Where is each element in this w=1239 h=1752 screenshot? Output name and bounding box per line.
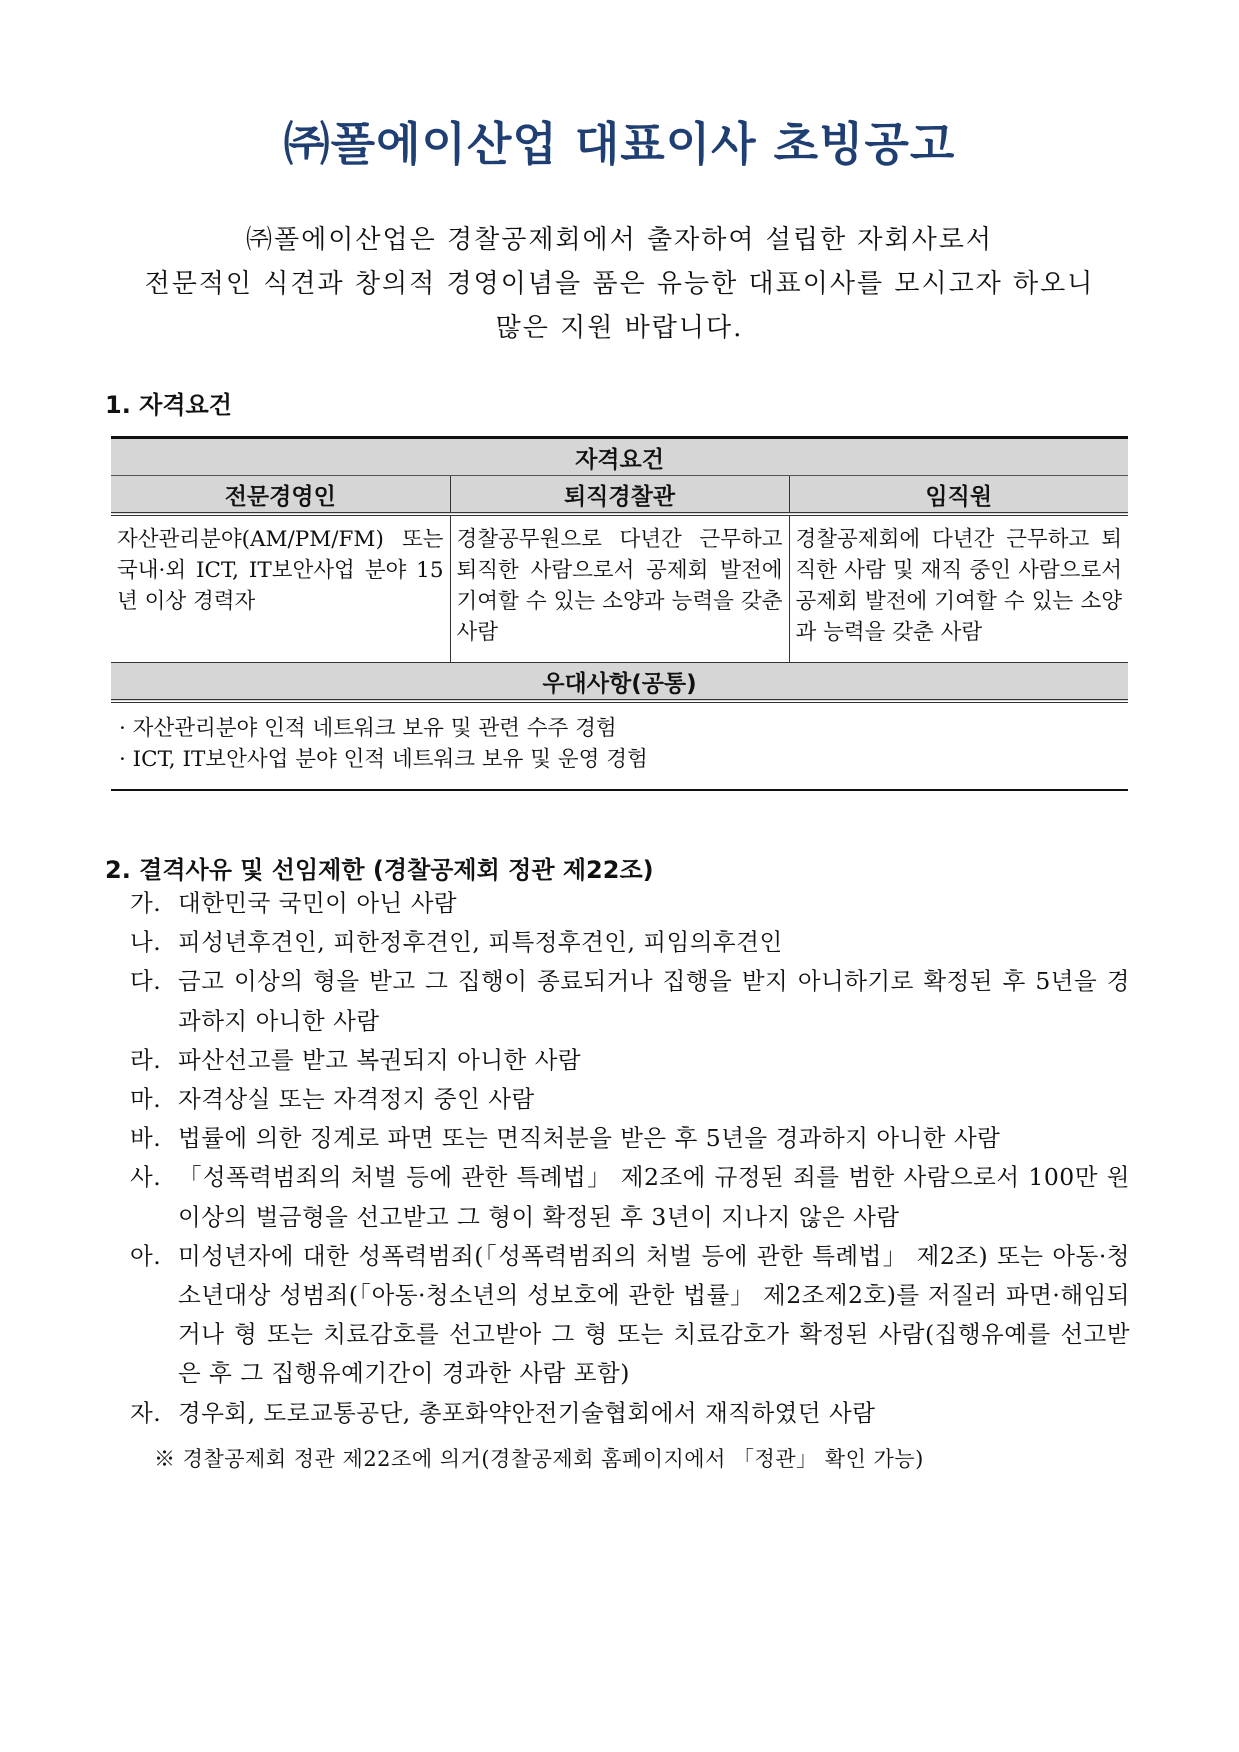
preference-list xyxy=(111,701,1128,790)
list-item xyxy=(130,1237,1130,1394)
list-marker: 아. xyxy=(130,1241,162,1270)
list-item xyxy=(130,1158,1130,1236)
intro-line: ㈜폴에이산업은 경찰공제회에서 출자하여 설립한 자회사로서 xyxy=(246,225,993,255)
table-cell: 자산관리분야(AM/PM/FM) 또는 국내·외 ICT, IT보안사업 분야 15년 이상 경력자 xyxy=(117,527,444,614)
list-item-text: 경우회, 도로교통공단, 총포화약안전기술협회에서 재직하였던 사람 xyxy=(178,1398,876,1427)
table-cell: 경찰공무원으로 다년간 근무하고 퇴직한 사람으로서 공제회 발전에 기여할 수 있는 소양과 능력을 갖춘 사람 xyxy=(450,514,789,663)
table-cell: 경찰공제회에 다년간 근무하고 퇴직한 사람 및 재직 중인 사람으로서 공제회 발전에 기여할 수 있는 소양과 능력을 갖춘 사람 xyxy=(789,514,1128,663)
preference-item: · 자산관리분야 인적 네트워크 보유 및 관련 수주 경험 xyxy=(119,716,617,741)
footnote: ※ 경찰공제회 정관 제22조에 의거(경찰공제회 홈페이지에서 「정관」 확인 가능) xyxy=(154,1447,924,1471)
list-item xyxy=(130,884,1130,923)
list-item xyxy=(130,1041,1130,1080)
preference-band-title: 우대사항(공통) xyxy=(111,663,1128,702)
page-title: ㈜폴에이산업 대표이사 초빙공고 xyxy=(283,117,956,171)
preference-item: · ICT, IT보안사업 분야 인적 네트워크 보유 및 운영 경험 xyxy=(119,747,648,772)
list-item xyxy=(130,962,1130,1040)
column-header: 퇴직경찰관 xyxy=(450,476,789,515)
list-marker: 마. xyxy=(130,1085,162,1114)
intro-paragraph xyxy=(0,218,1239,350)
list-item-text: 법률에 의한 징계로 파면 또는 면직처분을 받은 후 5년을 경과하지 아니한 사람 xyxy=(178,1124,1001,1153)
list-item-text: 자격상실 또는 자격정지 중인 사람 xyxy=(178,1085,535,1114)
list-item xyxy=(130,1394,1130,1433)
list-item xyxy=(130,1119,1130,1158)
list-item-text: 「성폭력범죄의 처벌 등에 관한 특례법」 제2조에 규정된 죄를 범한 사람으로서 100만 원 이상의 벌금형을 선고받고 그 형이 확정된 후 3년이 지나지 않은 사람 xyxy=(178,1163,1130,1231)
list-item xyxy=(130,1080,1130,1119)
list-marker: 나. xyxy=(130,928,162,957)
list-marker: 바. xyxy=(130,1124,162,1153)
list-marker: 사. xyxy=(130,1163,162,1192)
list-item-text: 파산선고를 받고 복권되지 아니한 사람 xyxy=(178,1045,582,1074)
list-item-text: 미성년자에 대한 성폭력범죄(「성폭력범죄의 처벌 등에 관한 특례법」 제2조) 또는 아동·청소년대상 성범죄(「아동·청소년의 성보호에 관한 법률」 제2조제2호)를 저질러 파면·해임되거나 형 또는 치료감호를 선고받아 그 형 또는 치료감호가 확정된 사람(집행유예를 선고받은 후 그 집행유예기간이 경과한 사람 포함) xyxy=(178,1241,1130,1388)
list-marker: 가. xyxy=(130,889,162,917)
column-header: 전문경영인 xyxy=(111,476,450,515)
intro-line: 전문적인 식견과 창의적 경영이념을 품은 유능한 대표이사를 모시고자 하오니 xyxy=(144,269,1095,299)
section-heading-disqualifications: 2. 결격사유 및 선임제한 (경찰공제회 정관 제22조) xyxy=(105,856,654,884)
qualifications-table xyxy=(111,436,1128,791)
list-item-text: 대한민국 국민이 아닌 사람 xyxy=(178,889,458,917)
list-marker: 자. xyxy=(130,1398,162,1427)
section-heading-qualifications: 1. 자격요건 xyxy=(105,391,232,419)
table-band-title: 자격요건 xyxy=(111,438,1128,476)
intro-line: 많은 지원 바랍니다. xyxy=(495,313,744,343)
list-item xyxy=(130,923,1130,962)
disqualification-list xyxy=(130,884,1130,1433)
list-marker: 다. xyxy=(130,967,162,996)
column-header: 임직원 xyxy=(789,476,1128,515)
list-marker: 라. xyxy=(130,1045,162,1074)
list-item-text: 금고 이상의 형을 받고 그 집행이 종료되거나 집행을 받지 아니하기로 확정된 후 5년을 경과하지 아니한 사람 xyxy=(178,967,1130,1035)
list-item-text: 피성년후견인, 피한정후견인, 피특정후견인, 피임의후견인 xyxy=(178,928,783,957)
